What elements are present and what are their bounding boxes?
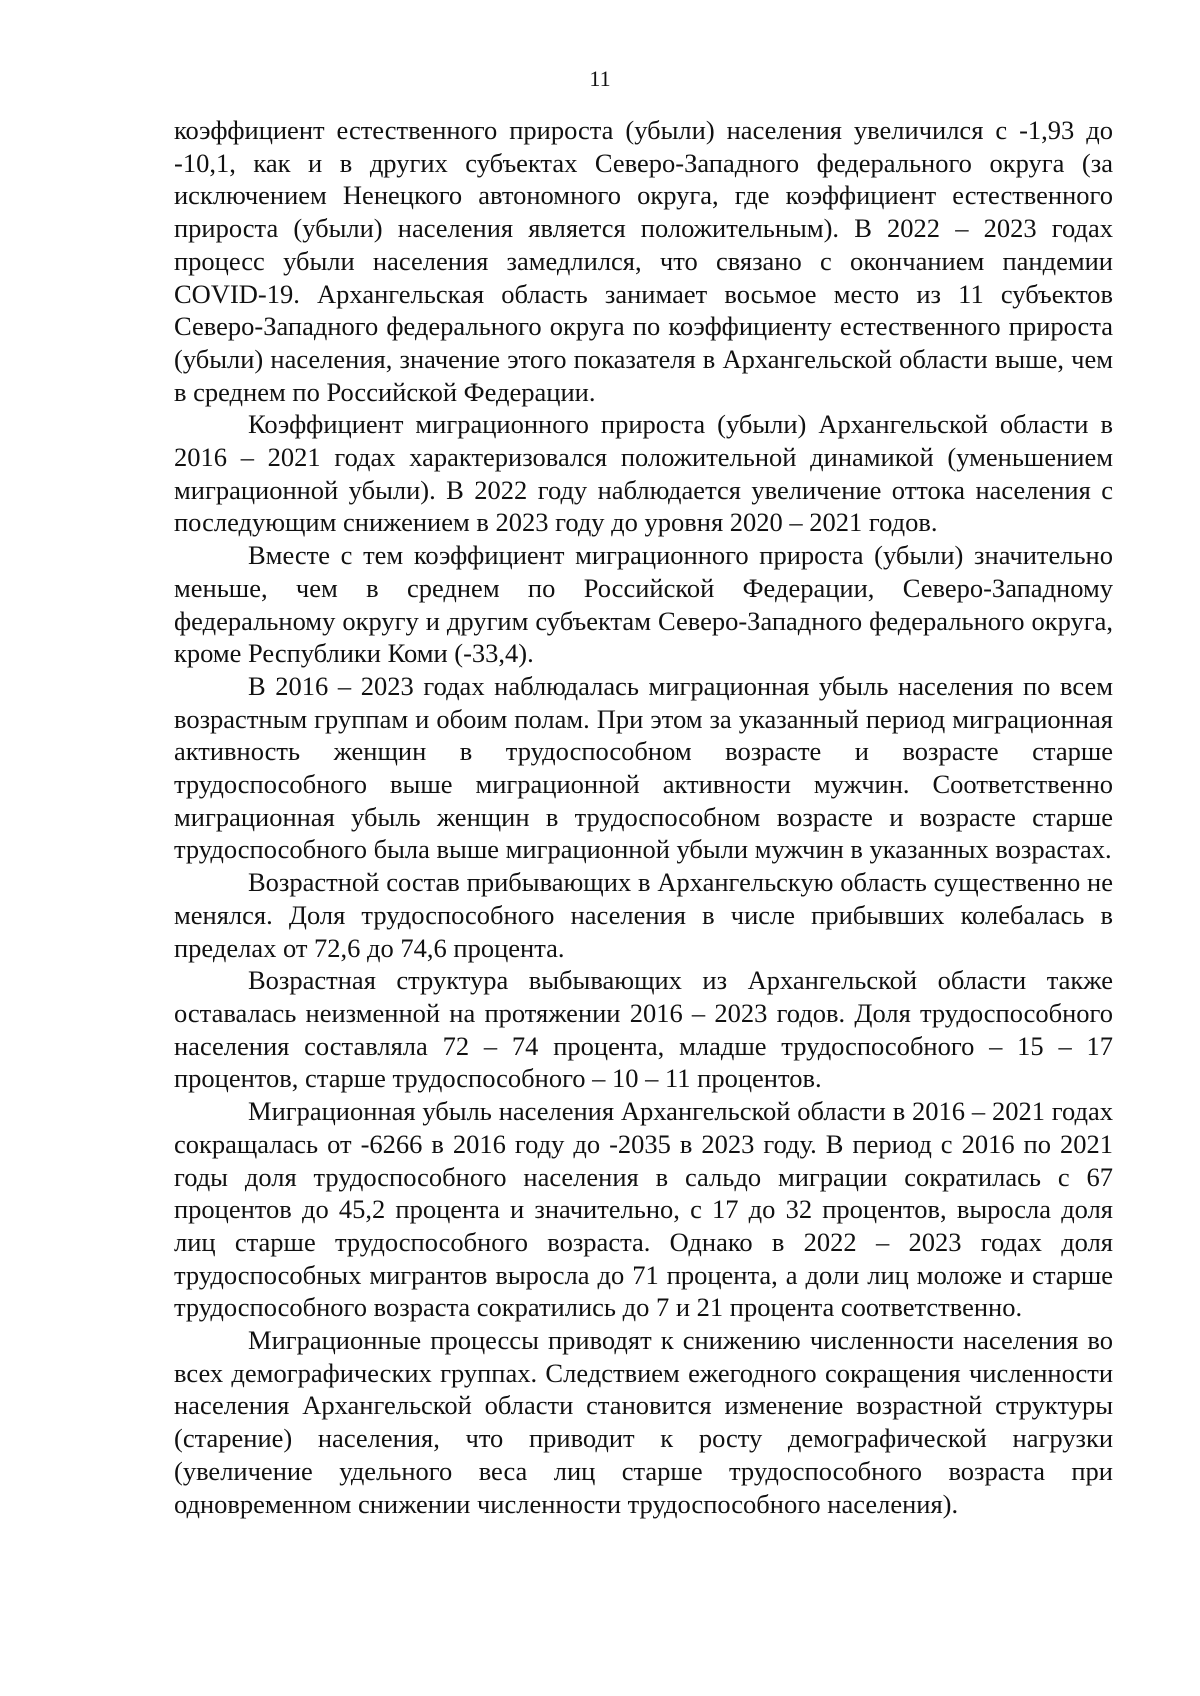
- paragraph: Миграционные процессы приводят к снижению численности населения во всех демографических группах. Следствием ежегодного сокращения численности населения Архангельской области становится изменение возрастной структуры (старение) населения, что приводит к росту демографической нагрузки (увеличение удельного веса лиц старше трудоспособного возраста при одновременном снижении численности трудоспособного населения).: [174, 1325, 1113, 1519]
- paragraph: Вместе с тем коэффициент миграционного прироста (убыли) значительно меньше, чем в среднем по Российской Федерации, Северо-Западному федеральному округу и другим субъектам Северо-Западного федерального округа, кроме Республики Коми (-33,4).: [174, 540, 1113, 669]
- paragraph: Миграционная убыль населения Архангельской области в 2016 – 2021 годах сокращалась от -6266 в 2016 году до -2035 в 2023 году. В период с 2016 по 2021 годы доля трудоспособного населения в сальдо миграции сократилась с 67 процентов до 45,2 процента и значительно, с 17 до 32 процентов, выросла доля лиц старше трудоспособного возраста. Однако в 2022 – 2023 годах доля трудоспособных мигрантов выросла до 71 процента, а доли лиц моложе и старше трудоспособного возраста сократились до 7 и 21 процента соответственно.: [174, 1096, 1113, 1323]
- paragraph: Возрастной состав прибывающих в Архангельскую область существенно не менялся. Доля трудоспособного населения в числе прибывших колебалась в пределах от 72,6 до 74,6 процента.: [174, 867, 1113, 963]
- paragraph: В 2016 – 2023 годах наблюдалась миграционная убыль населения по всем возрастным группам и обоим полам. При этом за указанный период миграционная активность женщин в трудоспособном возрасте и возрасте старше трудоспособного выше миграционной активности мужчин. Соответственно миграционная убыль женщин в трудоспособном возрасте и возрасте старше трудоспособного была выше миграционной убыли мужчин в указанных возрастах.: [174, 670, 1113, 865]
- paragraph-continuation: коэффициент естественного прироста (убыли) населения увеличился с -1,93 до -10,1, как и в других субъектах Северо-Западного федерального округа (за исключением Ненецкого автономного округа, где коэффициент естественного прироста (убыли) населения является положительным). В 2022 – 2023 годах процесс убыли населения замедлился, что связано с окончанием пандемии COVID-19. Архангельская область занимает восьмое место из 11 субъектов Северо-Западного федерального округа по коэффициенту естественного прироста (убыли) населения, значение этого показателя в Архангельской области выше, чем в среднем по Российской Федерации.: [174, 115, 1113, 407]
- paragraph: Коэффициент миграционного прироста (убыли) Архангельской области в 2016 – 2021 годах характеризовался положительной динамикой (уменьшением миграционной убыли). В 2022 году наблюдается увеличение оттока населения с последующим снижением в 2023 году до уровня 2020 – 2021 годов.: [174, 409, 1113, 538]
- paragraph: Возрастная структура выбывающих из Архангельской области также оставалась неизменной на протяжении 2016 – 2023 годов. Доля трудоспособного населения составляла 72 – 74 процента, младше трудоспособного – 15 – 17 процентов, старше трудоспособного – 10 – 11 процентов.: [174, 965, 1113, 1094]
- page-number: 11: [589, 66, 611, 91]
- document-body: [174, 114, 1113, 1520]
